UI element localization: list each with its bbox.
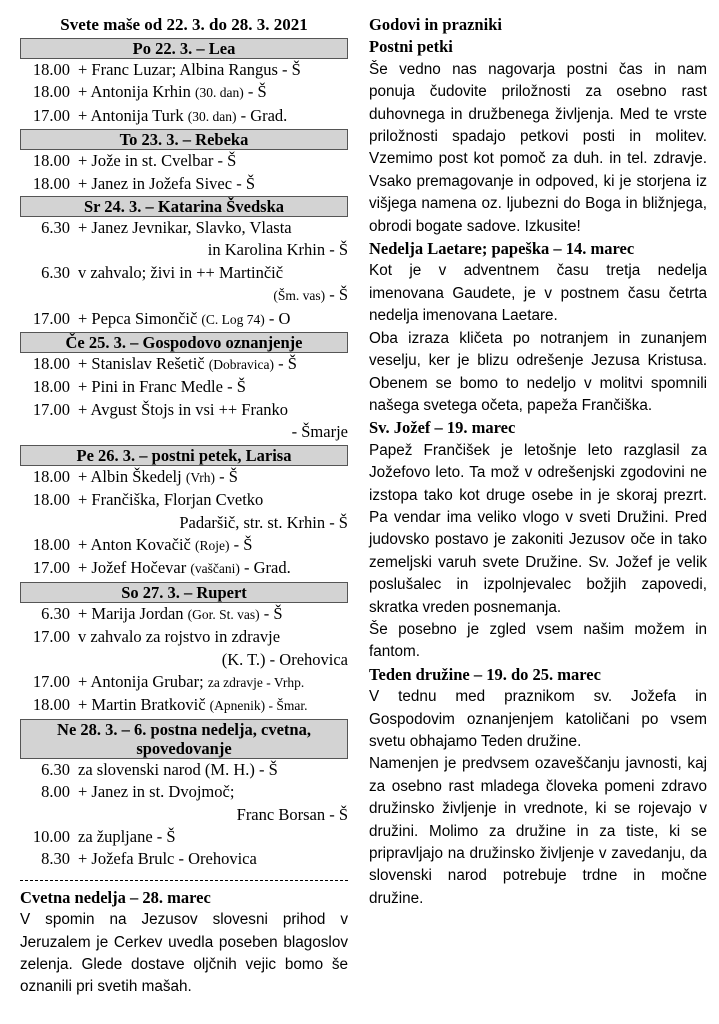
schedule-title: Svete maše od 22. 3. do 28. 3. 2021: [60, 15, 308, 34]
mass-intention: v zahvalo; živi in ++ Martinčič: [78, 262, 284, 282]
mass-time: 17.00: [32, 105, 70, 125]
schedule-days: [20, 38, 348, 871]
mass-time: 18.00: [32, 377, 70, 397]
mass-location: - Š: [229, 534, 253, 554]
mass-row: [20, 759, 348, 781]
mass-row: [20, 694, 348, 717]
mass-intention-line: [70, 848, 348, 870]
mass-time: 17.00: [32, 399, 70, 419]
cvetna-text: V spomin na Jezusov slovesni prihod v Jeruzalem je Cerkev uvedla poseben blagoslov zelenja. Glede dostave oljčnih vejic bomo še oznanili pri svetih mašah.: [20, 911, 348, 996]
mass-time: 17.00: [32, 308, 70, 328]
day-header: Ne 28. 3. – 6. postna nedelja, cvetna, spovedovanje: [20, 719, 348, 759]
mass-intention-line: [70, 217, 348, 239]
day-header: To 23. 3. – Rebeka: [20, 129, 348, 150]
mass-intention: za župljane - Š: [78, 826, 176, 846]
mass-row: [20, 308, 348, 331]
mass-intention-line: [70, 626, 348, 648]
mass-time: 18.00: [32, 82, 70, 102]
mass-row: [20, 671, 348, 694]
feast-paragraph: Namenjen je predvsem ozaveščanju javnosti, kaj za osebno rast mladega človeka pomeni zdravo družinsko življenje in vrednote, ki se rojevajo v družini. Molimo za družine in za tiste, ki se pripravljajo na družinsko življenje v zavedanju, da slovenski narod potrebuje trdne in močne družine.: [369, 755, 707, 907]
mass-row: [20, 81, 348, 104]
mass-place-note: (Šm. vas): [273, 288, 326, 304]
feast-paragraph: Oba izraza kličeta po notranjem in zunanjem veselju, ker je blizu odrešenje Jezusa Kristusa. Obenem se bomo to nedeljo v molitvi spomnili našega svetega očeta, papeža Frančiška.: [369, 329, 707, 414]
mass-intention-line: [70, 781, 348, 803]
mass-time: 8.00: [41, 782, 70, 802]
dashed-divider: [20, 880, 348, 881]
mass-row: [20, 353, 348, 376]
mass-location: - Grad.: [239, 558, 291, 578]
feast-paragraph: Papež Frančišek je letošnje leto razglasil za Jožefovo leto. Ta mož v odrešenjski zgodovini ne izstopa tako kot druge osebe in je skoraj prezrt. Pa vendar ima veliko vlogo v sveti Družini. Pred judovsko postavo je zakoniti Jezusov oče in tako zemeljski varuh svete Družine. Sv. Jožef je velik poslušalec in izpolnjevalec božjih zapovedi, skratka vreden posnemanja.: [369, 441, 707, 616]
mass-intention: + Pini in Franc Medle - Š: [78, 377, 246, 397]
feast-paragraph: Kot je v adventnem času tretja nedelja imenovana Gaudete, je v postnem času četrta nedelja imenovana Laetare.: [369, 262, 707, 325]
mass-intention: + Stanislav Rešetič: [78, 354, 205, 374]
mass-row: [20, 150, 348, 172]
mass-row: [20, 466, 348, 489]
day-header: Če 25. 3. – Gospodovo oznanjenje: [20, 332, 348, 353]
mass-time: 6.30: [41, 262, 70, 282]
mass-row: [20, 781, 348, 803]
mass-intention-line: [70, 59, 348, 81]
mass-intention-line: [70, 262, 348, 284]
mass-location: - Š: [215, 466, 238, 486]
mass-place-note: (Vrh): [185, 469, 216, 485]
mass-row: [20, 489, 348, 511]
mass-location: - Š: [259, 603, 283, 623]
mass-continuation: [20, 284, 348, 307]
mass-time: 17.00: [32, 627, 70, 647]
feast-heading: Teden družine – 19. do 25. marec: [369, 664, 601, 684]
mass-intention: + Janez in Jožefa Sivec - Š: [78, 173, 255, 193]
mass-place-note: (Gor. St. vas): [187, 606, 260, 622]
mass-time: 6.30: [41, 759, 70, 779]
mass-intention-line: [70, 694, 348, 717]
feast-heading: Postni petki: [369, 37, 453, 57]
mass-intention: + Franc Luzar; Albina Rangus - Š: [78, 60, 301, 79]
mass-intention-line: [70, 826, 348, 848]
feast-paragraph: Še vedno nas nagovarja postni čas in nam ponuja čudovite priložnosti za osebno rast duhovnega in družbenega življenja. Med te vrste priložnosti spadajo petkovi posti in molitev. Vzemimo post kot pomoč za duh. in tel. zdravje. Vsako premagovanje in odpoved, ki je storjena iz višjega namena oz. ljubezni do Boga in bližnjega, obrodi bogate sadove. Izkusite!: [369, 60, 707, 235]
mass-place-note: (C. Log 74): [201, 311, 265, 327]
mass-time: 18.00: [32, 151, 70, 171]
mass-time: 18.00: [32, 490, 70, 510]
mass-intention: + Antonija Krhin: [78, 82, 191, 102]
day-header: So 27. 3. – Rupert: [20, 582, 348, 603]
mass-intention: + Janez Jevnikar, Slavko, Vlasta: [78, 218, 292, 238]
mass-continuation: - Šmarje: [291, 422, 348, 442]
mass-intention-line: [70, 308, 348, 331]
mass-intention: + Jožef Hočevar: [78, 558, 187, 578]
mass-row: [20, 217, 348, 239]
mass-row: [20, 376, 348, 398]
mass-intention: + Antonija Grubar;: [78, 671, 204, 691]
mass-intention-line: [70, 671, 348, 694]
mass-intention: + Anton Kovačič: [78, 534, 191, 554]
cvetna-heading: Cvetna nedelja – 28. marec: [20, 887, 211, 907]
mass-intention-line: [70, 173, 348, 195]
mass-intention: + Jožefa Brulc - Orehovica: [78, 849, 257, 869]
mass-row: [20, 557, 348, 580]
mass-intention-line: [70, 81, 348, 104]
mass-intention-line: [70, 466, 348, 489]
mass-intention-line: [70, 353, 348, 376]
mass-schedule-column: [20, 14, 348, 999]
feast-heading: Nedelja Laetare; papeška – 14. marec: [369, 239, 635, 259]
mass-time: 18.00: [32, 354, 70, 374]
mass-intention-line: [70, 557, 348, 580]
mass-location: - Š: [325, 285, 348, 305]
mass-intention-line: [70, 376, 348, 398]
mass-intention-line: [70, 534, 348, 557]
mass-time: 18.00: [32, 466, 70, 486]
mass-place-note: za zdravje - Vrhp.: [207, 674, 305, 690]
mass-place-note: (Dobravica): [208, 357, 274, 373]
mass-time: 17.00: [32, 558, 70, 578]
mass-intention: + Albin Škedelj: [78, 466, 182, 486]
mass-location: - Grad.: [236, 105, 288, 125]
mass-intention-line: [70, 150, 348, 172]
mass-continuation: Padaršič, str. st. Krhin - Š: [179, 512, 348, 532]
mass-row: [20, 262, 348, 284]
mass-row: [20, 626, 348, 648]
mass-intention-line: [70, 759, 348, 781]
mass-continuation: (K. T.) - Orehovica: [221, 649, 348, 669]
day-header: Po 22. 3. – Lea: [20, 38, 348, 59]
mass-intention: + Frančiška, Florjan Cvetko: [78, 490, 264, 510]
mass-place-note: (Roje): [195, 537, 230, 553]
feast-paragraph: V tednu med praznikom sv. Jožefa in Gospodovim oznanjenjem katoličani po vsem svetu obhajamo Teden družine.: [369, 688, 707, 750]
day-header: Pe 26. 3. – postni petek, Larisa: [20, 445, 348, 466]
feast-paragraph: Še posebno je zgled vsem našim možem in fantom.: [369, 620, 707, 661]
mass-intention: + Janez in st. Dvojmoč;: [78, 782, 235, 802]
mass-time: 18.00: [32, 173, 70, 193]
mass-time: 6.30: [41, 603, 70, 623]
mass-intention-line: [70, 489, 348, 511]
mass-location: - O: [264, 308, 291, 328]
mass-row: [20, 105, 348, 128]
mass-row: [20, 59, 348, 81]
mass-intention: + Martin Bratkovič: [78, 695, 206, 715]
mass-row: [20, 534, 348, 557]
mass-place-note: (30. dan): [195, 85, 244, 101]
day-header: Sr 24. 3. – Katarina Švedska: [20, 196, 348, 217]
mass-time: 6.30: [41, 218, 70, 238]
mass-intention-line: [70, 105, 348, 128]
mass-time: 18.00: [32, 534, 70, 554]
mass-intention-line: [70, 399, 348, 421]
mass-row: [20, 603, 348, 626]
mass-continuation: Franc Borsan - Š: [236, 804, 348, 824]
mass-row: [20, 173, 348, 195]
mass-intention-line: [70, 603, 348, 626]
mass-time: 10.00: [32, 826, 70, 846]
mass-intention: + Antonija Turk: [78, 105, 184, 125]
mass-time: 18.00: [32, 695, 70, 715]
mass-intention: + Jože in st. Cvelbar - Š: [78, 151, 237, 171]
mass-location: - Š: [273, 354, 297, 374]
mass-location: - Š: [243, 82, 267, 102]
mass-time: 8.30: [41, 849, 70, 869]
mass-intention: + Marija Jordan: [78, 603, 184, 623]
mass-continuation: in Karolina Krhin - Š: [207, 240, 348, 260]
mass-place-note: (Apnenik) - Šmar.: [209, 698, 308, 714]
feast-blocks: [369, 36, 707, 910]
mass-intention: + Pepca Simončič: [78, 308, 198, 328]
mass-row: [20, 848, 348, 870]
mass-row: [20, 826, 348, 848]
mass-row: [20, 399, 348, 421]
feast-heading: Sv. Jožef – 19. marec: [369, 418, 516, 438]
mass-time: 18.00: [32, 60, 70, 79]
mass-intention: v zahvalo za rojstvo in zdravje: [78, 627, 281, 647]
section-title: Godovi in prazniki: [369, 15, 502, 34]
mass-intention: + Avgust Štojs in vsi ++ Franko: [78, 399, 289, 419]
mass-time: 17.00: [32, 671, 70, 691]
mass-intention: za slovenski narod (M. H.) - Š: [78, 759, 278, 779]
mass-place-note: (30. dan): [187, 108, 237, 124]
mass-place-note: (vaščani): [190, 561, 240, 577]
feasts-column: [369, 14, 707, 910]
